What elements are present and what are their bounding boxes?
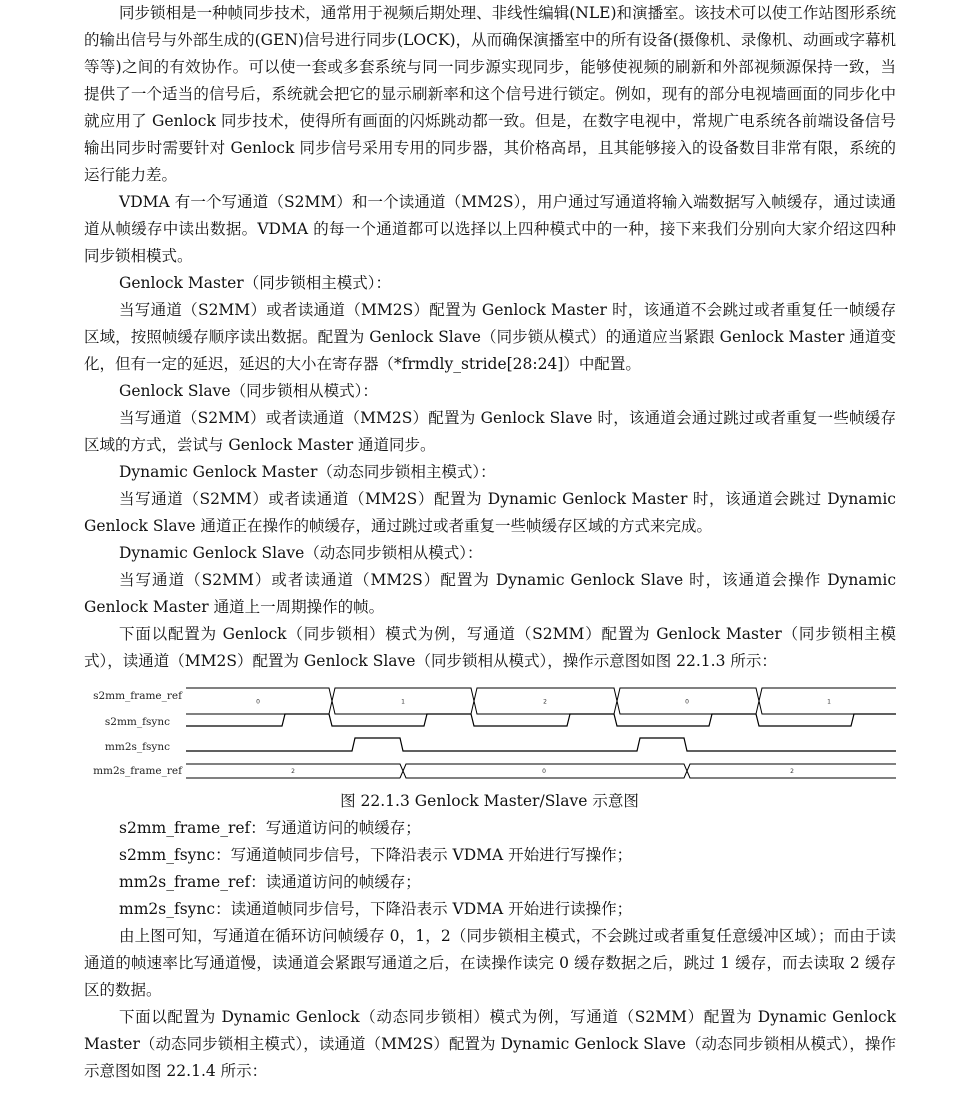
paragraph-genlock-master: 当写通道（S2MM）或者读通道（MM2S）配置为 Genlock Master 时，该通道不会跳过或者重复任一帧缓存区域，按照帧缓存顺序读出数据。配置为 Genlock Slave（同步锁从模式）的通道应当紧跟 Genlock Master 通道变化，但有一定的延迟，延迟的大小在寄存器（*frmdly_stride[28:24]）中配置。 (84, 301, 896, 373)
paragraph-dynamic-slave: 当写通道（S2MM）或者读通道（MM2S）配置为 Dynamic Genlock Slave 时，该通道会操作 Dynamic Genlock Master 通道上一周期操作的帧。 (84, 571, 896, 616)
s2mm-frame-value: 1 (827, 698, 831, 706)
definition-s2mm-fsync: s2mm_fsync：写通道帧同步信号，下降沿表示 VDMA 开始进行写操作； (119, 846, 633, 864)
paragraph-genlock-intro: 同步锁相是一种帧同步技术，通常用于视频后期处理、非线性编辑(NLE)和演播室。该技术可以使工作站图形系统的输出信号与外部生成的(GEN)信号进行同步(LOCK)，从而确保演播室中的所有设备(摄像机、录像机、动画或字幕机等等)之间的有效协作。可以使一套或多套系统与同一同步源实现同步，能够使视频的刷新和外部视频源保持一致，当提供了一个适当的信号后，系统就会把它的显示刷新率和这个信号进行锁定。例如，现有的部分电视墙画面的同步化中就应用了 Genlock 同步技术，使得所有画面的闪烁跳动都一致。但是，在数字电视中，常规广电系统各前端设备信号输出同步时需要针对 Genlock 同步信号采用专用的同步器，其价格高昂，且其能够接入的设备数目非常有限，系统的运行能力差。 (84, 4, 896, 184)
mm2s-frame-value: 2 (291, 768, 295, 775)
paragraph-vdma-channels: VDMA 有一个写通道（S2MM）和一个读通道（MM2S），用户通过写通道将输入端数据写入帧缓存，通过读通道从帧缓存中读出数据。VDMA 的每一个通道都可以选择以上四种模式中的一种，接下来我们分别向大家介绍这四种同步锁相模式。 (84, 193, 896, 265)
figure-caption: 图 22.1.3 Genlock Master/Slave 示意图 (340, 792, 639, 810)
signal-label-s2mm-frame-ref: s2mm_frame_ref (93, 690, 182, 702)
timing-diagram (84, 684, 896, 780)
s2mm-frame-ref-bus (186, 688, 896, 714)
s2mm-frame-value: 0 (256, 698, 260, 706)
text-block-top (84, 0, 896, 675)
s2mm-fsync-wave (186, 714, 896, 726)
mm2s-frame-value: 0 (542, 768, 546, 775)
signal-label-s2mm-fsync: s2mm_fsync (104, 716, 170, 728)
heading-dynamic-slave: Dynamic Genlock Slave（动态同步锁相从模式）： (119, 544, 483, 562)
paragraph-example: 下面以配置为 Genlock（同步锁相）模式为例，写通道（S2MM）配置为 Genlock Master（同步锁相主模式），读通道（MM2S）配置为 Genlock Slave（同步锁相从模式），操作示意图如图 22.1.3 所示： (84, 625, 896, 670)
heading-dynamic-master: Dynamic Genlock Master（动态同步锁相主模式）： (119, 463, 496, 481)
heading-genlock-master: Genlock Master（同步锁相主模式）： (119, 274, 391, 292)
signal-label-mm2s-fsync: mm2s_fsync (104, 741, 170, 753)
paragraph-analysis: 由上图可知，写通道在循环访问帧缓存 0，1，2（同步锁相主模式，不会跳过或者重复任意缓冲区域）；而由于读通道的帧速率比写通道慢，读通道会紧跟写通道之后，在读操作读完 0 缓存数据之后，跳过 1 缓存，而去读取 2 缓存区的数据。 (84, 927, 896, 999)
heading-genlock-slave: Genlock Slave（同步锁相从模式）： (119, 382, 378, 400)
s2mm-frame-value: 0 (685, 698, 689, 706)
mm2s-fsync-wave (186, 738, 896, 751)
s2mm-frame-value: 1 (401, 698, 405, 706)
signal-label-mm2s-frame-ref: mm2s_frame_ref (93, 765, 182, 777)
paragraph-dynamic-master: 当写通道（S2MM）或者读通道（MM2S）配置为 Dynamic Genlock Master 时，该通道会跳过 Dynamic Genlock Slave 通道正在操作的帧缓存，通过跳过或者重复一些帧缓存区域的方式来完成。 (84, 490, 896, 535)
definition-mm2s-frame-ref: mm2s_frame_ref：读通道访问的帧缓存； (119, 873, 421, 891)
paragraph-genlock-slave: 当写通道（S2MM）或者读通道（MM2S）配置为 Genlock Slave 时，该通道会通过跳过或者重复一些帧缓存区域的方式，尝试与 Genlock Master 通道同步。 (84, 409, 896, 454)
definition-mm2s-fsync: mm2s_fsync：读通道帧同步信号，下降沿表示 VDMA 开始进行读操作； (119, 900, 633, 918)
mm2s-frame-value: 2 (790, 768, 794, 775)
text-block-bottom (84, 923, 896, 1085)
definition-s2mm-frame-ref: s2mm_frame_ref：写通道访问的帧缓存； (119, 819, 421, 837)
s2mm-frame-value: 2 (543, 698, 547, 706)
paragraph-dynamic-example: 下面以配置为 Dynamic Genlock（动态同步锁相）模式为例，写通道（S2MM）配置为 Dynamic Genlock Master（动态同步锁相主模式），读通道（MM2S）配置为 Dynamic Genlock Slave（动态同步锁相从模式），操作示意图如图 22.1.4 所示： (84, 1008, 896, 1080)
